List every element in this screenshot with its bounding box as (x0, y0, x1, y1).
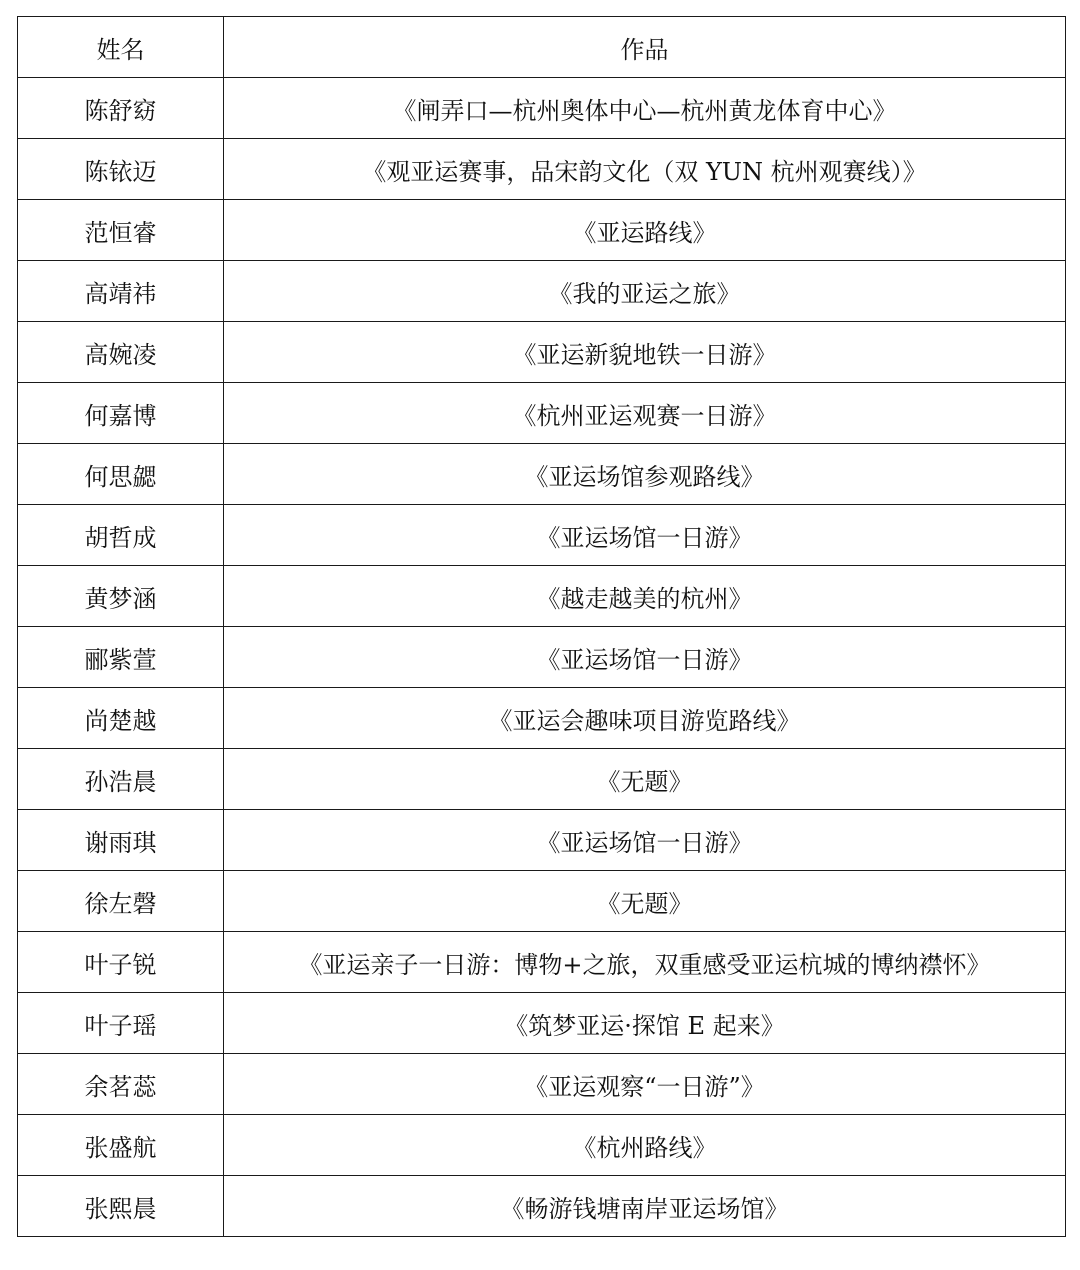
work-title-cell: 《无题》 (224, 871, 1066, 932)
table-row (18, 139, 1066, 200)
table-row (18, 993, 1066, 1054)
table-row (18, 505, 1066, 566)
table-row (18, 78, 1066, 139)
work-title-cell: 《杭州路线》 (224, 1115, 1066, 1176)
student-name-cell: 陈铱迈 (18, 139, 224, 200)
table-row (18, 444, 1066, 505)
work-title-cell: 《亚运会趣味项目游览路线》 (224, 688, 1066, 749)
table-row (18, 1176, 1066, 1237)
student-name-cell: 张盛航 (18, 1115, 224, 1176)
student-name-cell: 余茗蕊 (18, 1054, 224, 1115)
student-name-cell: 何嘉博 (18, 383, 224, 444)
table-row (18, 322, 1066, 383)
student-name-cell: 孙浩晨 (18, 749, 224, 810)
work-title-cell: 《亚运场馆一日游》 (224, 627, 1066, 688)
table-row (18, 200, 1066, 261)
student-name-cell: 高婉凌 (18, 322, 224, 383)
work-title-cell: 《亚运新貌地铁一日游》 (224, 322, 1066, 383)
works-table (17, 16, 1066, 1237)
work-title-cell: 《亚运场馆一日游》 (224, 505, 1066, 566)
work-title-cell: 《闸弄口—杭州奥体中心—杭州黄龙体育中心》 (224, 78, 1066, 139)
table-row (18, 749, 1066, 810)
work-title-cell: 《亚运观察“一日游”》 (224, 1054, 1066, 1115)
student-name-cell: 范恒睿 (18, 200, 224, 261)
work-title-cell: 《亚运场馆参观路线》 (224, 444, 1066, 505)
student-name-cell: 叶子锐 (18, 932, 224, 993)
student-name-cell: 尚楚越 (18, 688, 224, 749)
work-title-cell: 《我的亚运之旅》 (224, 261, 1066, 322)
table-row (18, 383, 1066, 444)
work-title-cell: 《亚运路线》 (224, 200, 1066, 261)
student-name-cell: 何思勰 (18, 444, 224, 505)
header-name: 姓名 (18, 17, 224, 78)
student-name-cell: 陈舒窈 (18, 78, 224, 139)
student-name-cell: 胡哲成 (18, 505, 224, 566)
student-name-cell: 张熙晨 (18, 1176, 224, 1237)
student-name-cell: 黄梦涵 (18, 566, 224, 627)
table-row (18, 871, 1066, 932)
student-name-cell: 叶子瑶 (18, 993, 224, 1054)
table-row (18, 566, 1066, 627)
header-row (18, 17, 1066, 78)
work-title-cell: 《无题》 (224, 749, 1066, 810)
work-title-cell: 《畅游钱塘南岸亚运场馆》 (224, 1176, 1066, 1237)
student-name-cell: 徐左磬 (18, 871, 224, 932)
student-name-cell: 谢雨琪 (18, 810, 224, 871)
header-work: 作品 (224, 17, 1066, 78)
work-title-cell: 《观亚运赛事，品宋韵文化（双 YUN 杭州观赛线）》 (224, 139, 1066, 200)
table-row (18, 810, 1066, 871)
table-row (18, 261, 1066, 322)
work-title-cell: 《筑梦亚运·探馆 E 起来》 (224, 993, 1066, 1054)
table-row (18, 932, 1066, 993)
table-body (18, 78, 1066, 1237)
table-row (18, 627, 1066, 688)
work-title-cell: 《越走越美的杭州》 (224, 566, 1066, 627)
student-name-cell: 郦紫萱 (18, 627, 224, 688)
work-title-cell: 《亚运场馆一日游》 (224, 810, 1066, 871)
student-name-cell: 高靖祎 (18, 261, 224, 322)
work-title-cell: 《亚运亲子一日游：博物+之旅，双重感受亚运杭城的博纳襟怀》 (224, 932, 1066, 993)
work-title-cell: 《杭州亚运观赛一日游》 (224, 383, 1066, 444)
table-row (18, 1115, 1066, 1176)
table-row (18, 1054, 1066, 1115)
table-row (18, 688, 1066, 749)
